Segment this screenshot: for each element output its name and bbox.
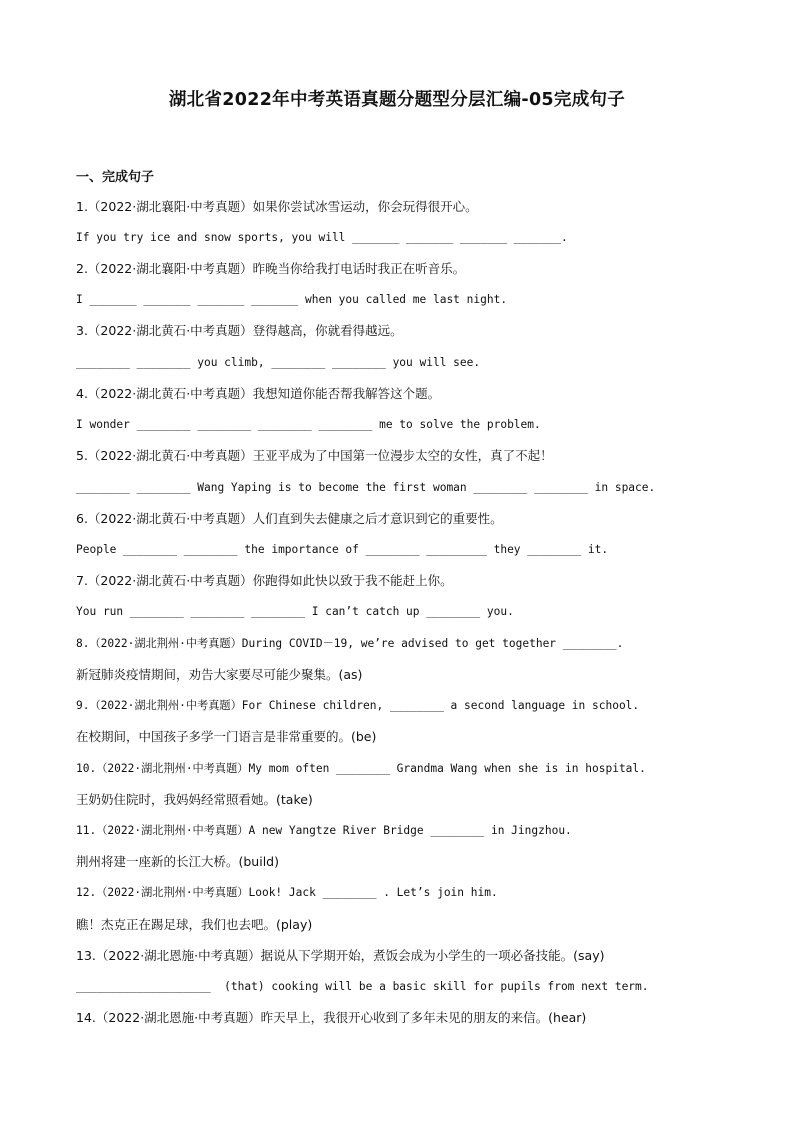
question-2: 2.（2022·湖北襄阳·中考真题）昨晚当你给我打电话时我正在听音乐。 bbox=[76, 261, 466, 276]
question-9: 9.（2022·湖北荆州·中考真题）For Chinese children, ________ a second language in school. bbox=[76, 699, 640, 712]
question-3: 3.（2022·湖北黄石·中考真题）登得越高，你就看得越远。 bbox=[76, 323, 403, 338]
question-7: 7.（2022·湖北黄石·中考真题）你跑得如此快以致于我不能赶上你。 bbox=[76, 573, 453, 588]
question-1: 1.（2022·湖北襄阳·中考真题）如果你尝试冰雪运动，你会玩得很开心。 bbox=[76, 199, 478, 214]
question-12: 12.（2022·湖北荆州·中考真题）Look! Jack ________ . Let’s join him. bbox=[76, 886, 498, 899]
answer-line-6: People ________ ________ the importance of ________ _________ they ________ it. bbox=[76, 543, 609, 556]
question-5: 5.（2022·湖北黄石·中考真题）王亚平成为了中国第一位漫步太空的女性，真了不起！ bbox=[76, 448, 553, 463]
question-4: 4.（2022·湖北黄石·中考真题）我想知道你能否帮我解答这个题。 bbox=[76, 386, 441, 401]
hint-10: 王奶奶住院时，我妈妈经常照看她。(take) bbox=[76, 792, 313, 807]
answer-line-2: I _______ _______ _______ _______ when you called me last night. bbox=[76, 293, 508, 306]
hint-9: 在校期间，中国孩子多学一门语言是非常重要的。(be) bbox=[76, 729, 377, 744]
answer-line-4: I wonder ________ ________ ________ ________ me to solve the problem. bbox=[76, 418, 541, 431]
question-11: 11.（2022·湖北荆州·中考真题）A new Yangtze River Bridge ________ in Jingzhou. bbox=[76, 824, 572, 837]
section-heading: 一、完成句子 bbox=[76, 170, 155, 185]
question-8: 8.（2022·湖北荆州·中考真题）During COVID－19, we’re advised to get together ________. bbox=[76, 637, 624, 650]
question-14: 14.（2022·湖北恩施·中考真题）昨天早上，我很开心收到了多年未见的朋友的来信。(hear) bbox=[76, 1010, 587, 1025]
hint-11: 荆州将建一座新的长江大桥。(build) bbox=[76, 854, 279, 869]
question-13: 13.（2022·湖北恩施·中考真题）据说从下学期开始，煮饭会成为小学生的一项必备技能。(say) bbox=[76, 948, 605, 963]
question-6: 6.（2022·湖北黄石·中考真题）人们直到失去健康之后才意识到它的重要性。 bbox=[76, 511, 503, 526]
question-10: 10.（2022·湖北荆州·中考真题）My mom often ________ Grandma Wang when she is in hospital. bbox=[76, 762, 646, 775]
answer-line-5: ________ ________ Wang Yaping is to become the first woman ________ ________ in space. bbox=[76, 481, 656, 494]
answer-line-1: If you try ice and snow sports, you will _______ _______ _______ _______. bbox=[76, 231, 568, 244]
hint-8: 新冠肺炎疫情期间，劝告大家要尽可能少聚集。(as) bbox=[76, 667, 363, 682]
answer-line-7: You run ________ ________ ________ I can’t catch up ________ you. bbox=[76, 605, 514, 618]
answer-line-3: ________ ________ you climb, ________ ________ you will see. bbox=[76, 356, 481, 369]
answer-line-13: ____________________ (that) cooking will be a basic skill for pupils from next term. bbox=[76, 980, 649, 993]
page-title: 湖北省2022年中考英语真题分题型分层汇编-05完成句子 bbox=[168, 90, 626, 110]
hint-12: 瞧！杰克正在踢足球，我们也去吧。(play) bbox=[76, 917, 313, 932]
